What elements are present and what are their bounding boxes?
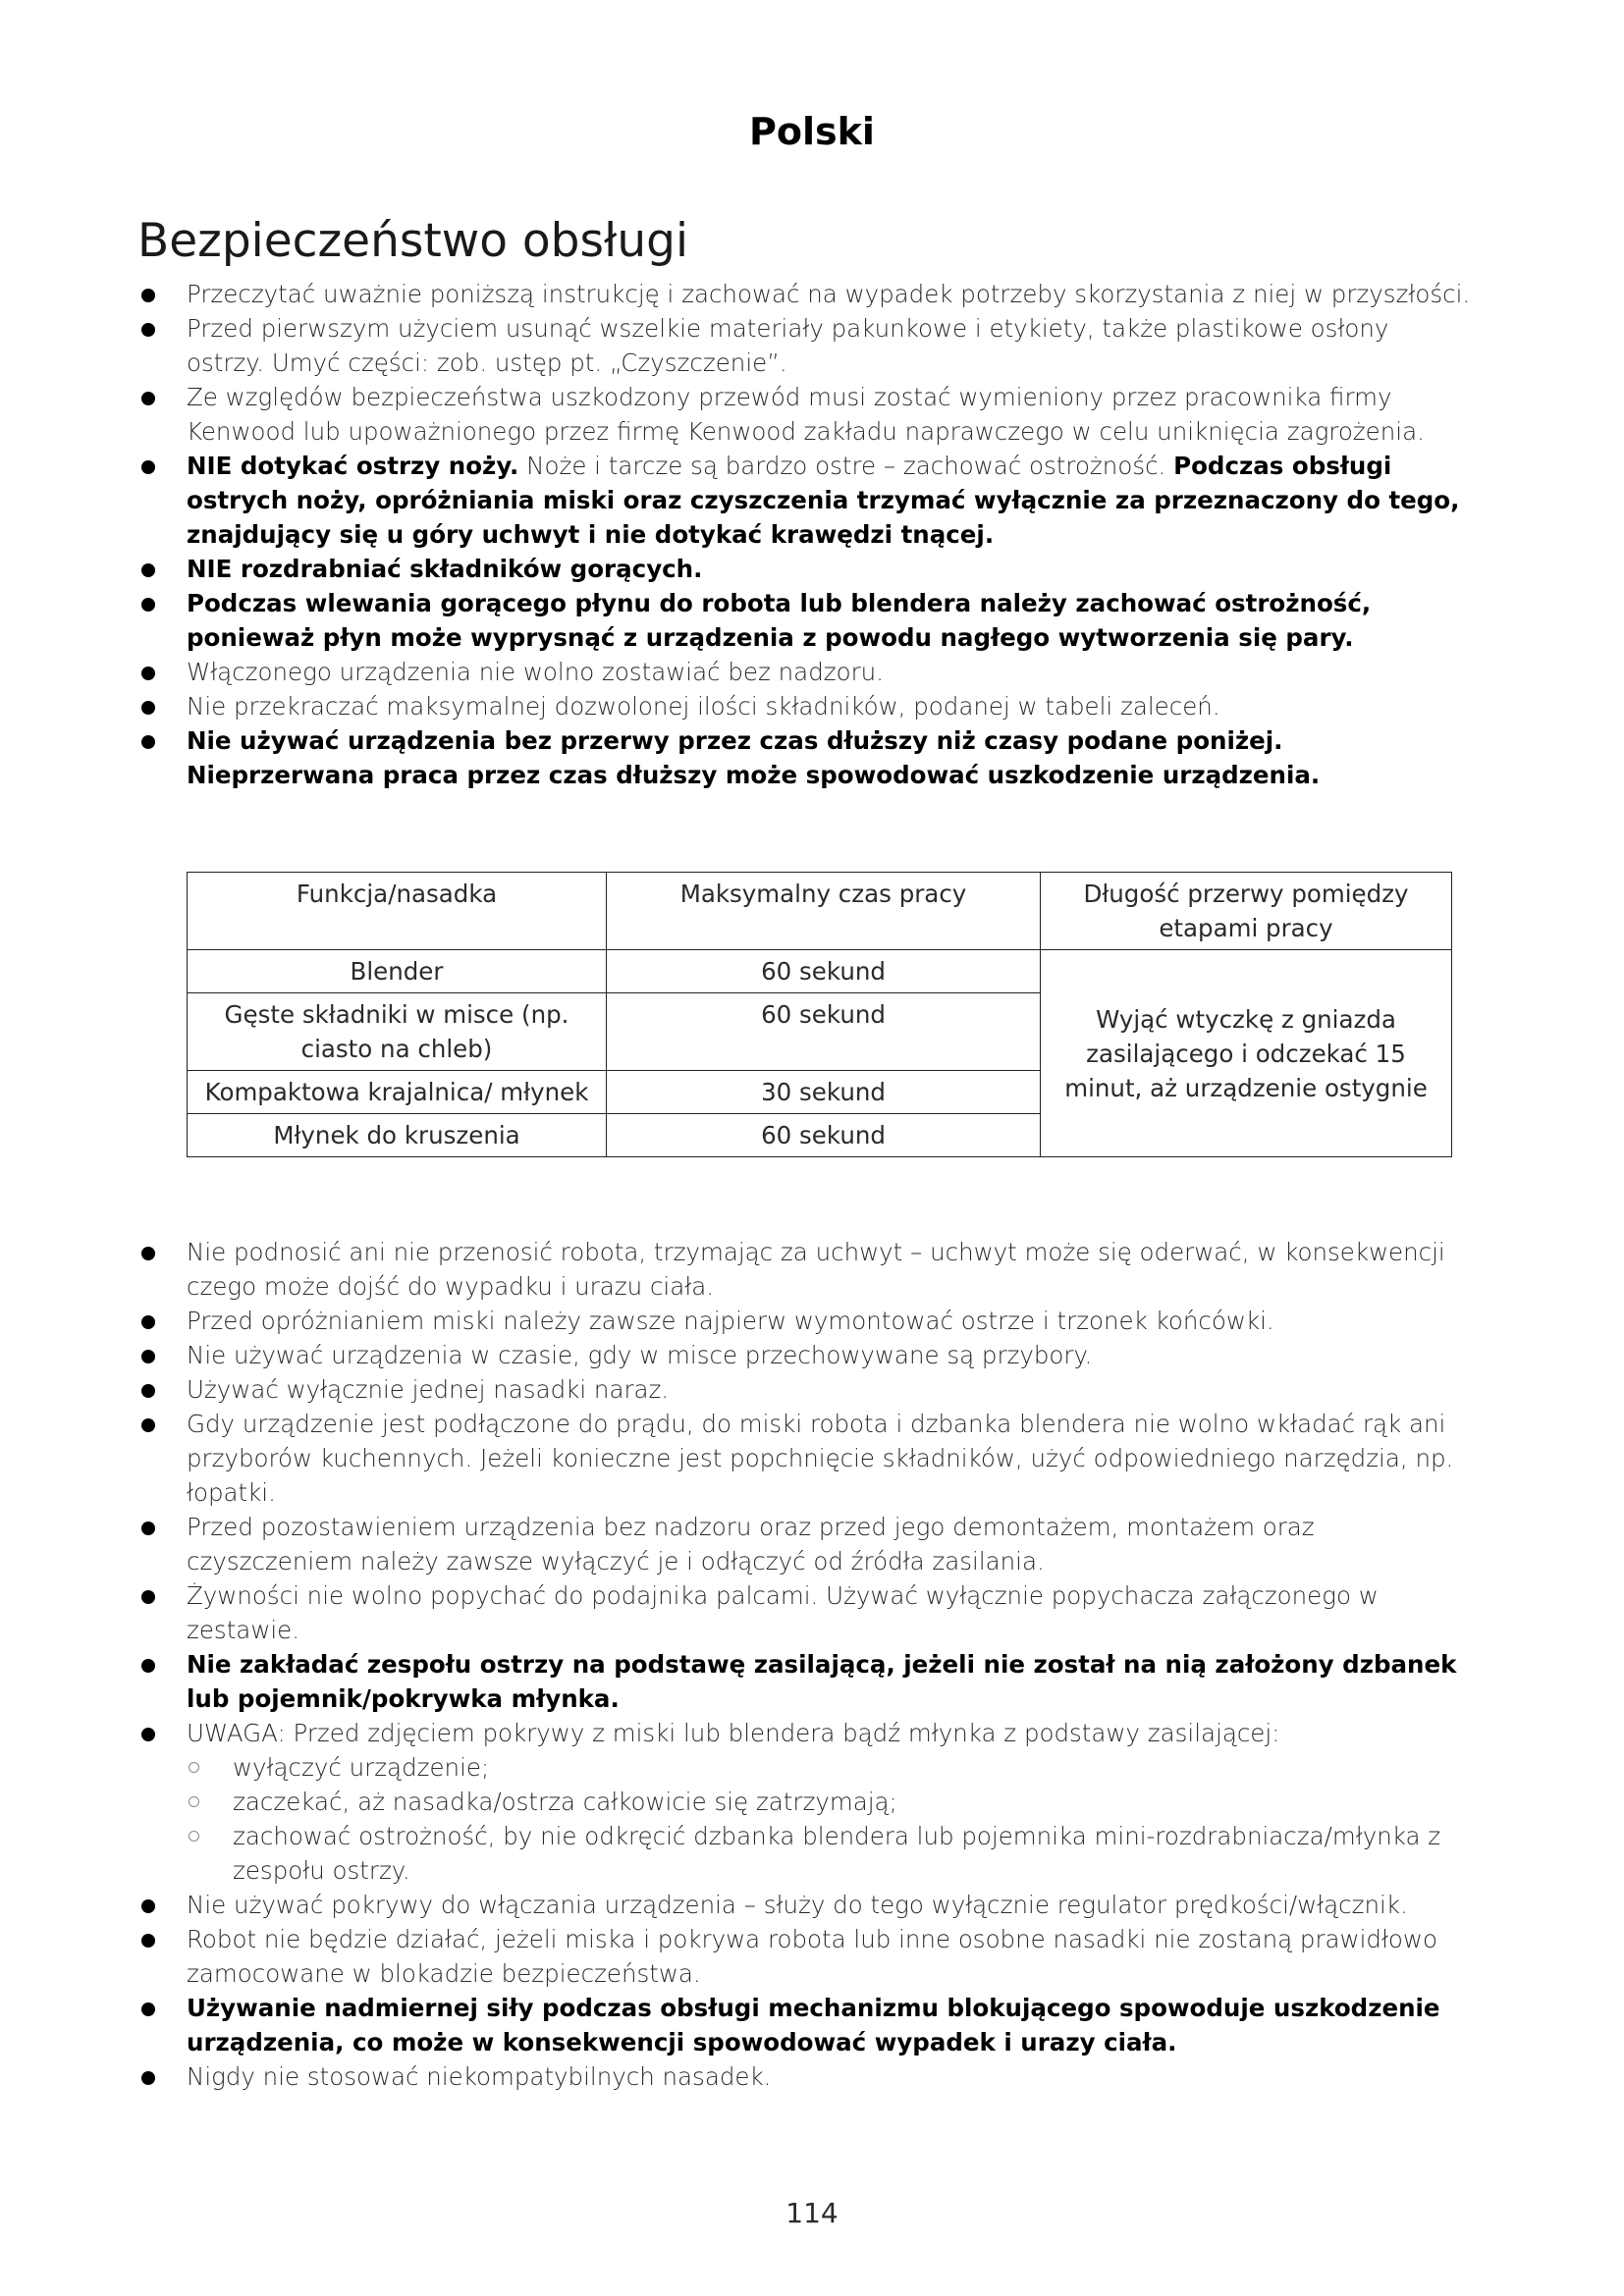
list-item: Nie używać urządzenia w czasie, gdy w misce przechowywane są przybory. <box>137 1338 1473 1372</box>
list-item: NIE rozdrabniać składników gorących. <box>137 552 1473 586</box>
table-cell-function: Blender <box>188 950 607 993</box>
list-item-text: UWAGA: Przed zdjęciem pokrywy z miski lub blendera bądź młynka z podstawy zasilającej: <box>187 1719 1280 1747</box>
list-item: Żywności nie wolno popychać do podajnika palcami. Używać wyłącznie popychacza załączonego w zestawie. <box>137 1578 1473 1647</box>
list-item: Nie podnosić ani nie przenosić robota, trzymając za uchwyt – uchwyt może się oderwać, w konsekwencji czego może dojść do wypadku i urazu ciała. <box>137 1235 1473 1304</box>
table-cell-time: 60 sekund <box>607 1114 1041 1157</box>
list-item: Włączonego urządzenia nie wolno zostawiać bez nadzoru. <box>137 655 1473 689</box>
safety-list-2 <box>137 1235 1473 2094</box>
list-item: Gdy urządzenie jest podłączone do prądu, do miski robota i dzbanka blendera nie wolno wkładać rąk ani przyborów kuchennych. Jeżeli konieczne jest popchnięcie składników, użyć odpowiedniego narzędzia, np. łopatki. <box>137 1407 1473 1510</box>
list-item: Nie przekraczać maksymalnej dozwolonej ilości składników, podanej w tabeli zaleceń. <box>137 689 1473 723</box>
safety-list-1 <box>137 277 1473 792</box>
table-cell-function: Gęste składniki w misce (np. ciasto na chleb) <box>188 993 607 1071</box>
list-item: Robot nie będzie działać, jeżeli miska i pokrywa robota lub inne osobne nasadki nie zostaną prawidłowo zamocowane w blokadzie bezpieczeństwa. <box>137 1922 1473 1991</box>
table-header-row <box>188 873 1452 950</box>
sub-list-item: zaczekać, aż nasadka/ostrza całkowicie się zatrzymają; <box>187 1785 1473 1819</box>
table-cell-time: 60 sekund <box>607 993 1041 1071</box>
list-item: Używanie nadmiernej siły podczas obsługi mechanizmu blokującego spowoduje uszkodzenie urządzenia, co może w konsekwencji spowodować wypadek i urazy ciała. <box>137 1991 1473 2059</box>
list-item: Przeczytać uważnie poniższą instrukcję i zachować na wypadek potrzeby skorzystania z niej w przyszłości. <box>137 277 1473 311</box>
list-item: Nie zakładać zespołu ostrzy na podstawę zasilającą, jeżeli nie został na nią założony dzbanek lub pojemnik/pokrywka młynka. <box>137 1647 1473 1716</box>
list-item: Nie używać urządzenia bez przerwy przez czas dłuższy niż czasy podane poniżej. Nieprzerwana praca przez czas dłuższy może spowodować uszkodzenie urządzenia. <box>137 723 1473 792</box>
list-item <box>137 1716 1473 1888</box>
operating-time-table <box>187 872 1452 1157</box>
list-item-text: Noże i tarcze są bardzo ostre – zachować ostrożność. <box>518 452 1174 480</box>
section-heading: Bezpieczeństwo obsługi <box>137 214 689 268</box>
table-cell-rest: Wyjąć wtyczkę z gniazda zasilającego i odczekać 15 minut, aż urządzenie ostygnie <box>1041 950 1452 1157</box>
sub-list-item: zachować ostrożność, by nie odkręcić dzbanka blendera lub pojemnika mini-rozdrabniacza/młynka z zespołu ostrzy. <box>187 1819 1473 1888</box>
list-item <box>137 449 1473 552</box>
list-item: Nigdy nie stosować niekompatybilnych nasadek. <box>137 2059 1473 2094</box>
list-item: Podczas wlewania gorącego płynu do robota lub blendera należy zachować ostrożność, ponieważ płyn może wyprysnąć z urządzenia z powodu nagłego wytworzenia się pary. <box>137 586 1473 655</box>
language-title: Polski <box>749 110 875 153</box>
table-cell-function: Kompaktowa krajalnica/ młynek <box>188 1071 607 1114</box>
table-row <box>188 950 1452 993</box>
table-cell-time: 60 sekund <box>607 950 1041 993</box>
table-header: Długość przerwy pomiędzy etapami pracy <box>1041 873 1452 950</box>
sub-list-item: wyłączyć urządzenie; <box>187 1750 1473 1785</box>
bold-warning: NIE dotykać ostrzy noży. <box>187 452 519 480</box>
list-item: Przed opróżnianiem miski należy zawsze najpierw wymontować ostrze i trzonek końcówki. <box>137 1304 1473 1338</box>
table-header: Maksymalny czas pracy <box>607 873 1041 950</box>
list-item: Nie używać pokrywy do włączania urządzenia – służy do tego wyłącznie regulator prędkości/włącznik. <box>137 1888 1473 1922</box>
list-item: Ze względów bezpieczeństwa uszkodzony przewód musi zostać wymieniony przez pracownika firmy Kenwood lub upoważnionego przez firmę Kenwood zakładu naprawczego w celu uniknięcia zagrożenia. <box>137 380 1473 449</box>
sub-list <box>187 1750 1473 1888</box>
table-header: Funkcja/nasadka <box>188 873 607 950</box>
list-item: Przed pozostawieniem urządzenia bez nadzoru oraz przed jego demontażem, montażem oraz czyszczeniem należy zawsze wyłączyć je i odłączyć od źródła zasilania. <box>137 1510 1473 1578</box>
bold-warning: Podczas obsługi ostrych noży, opróżniania miski oraz czyszczenia trzymać wyłącznie za przeznaczony do tego, znajdujący się u góry uchwyt i nie dotykać krawędzi tnącej. <box>187 452 1460 549</box>
list-item: Używać wyłącznie jednej nasadki naraz. <box>137 1372 1473 1407</box>
list-item: Przed pierwszym użyciem usunąć wszelkie materiały pakunkowe i etykiety, także plastikowe osłony ostrzy. Umyć części: zob. ustęp pt. „Czyszczenie”. <box>137 311 1473 380</box>
table-cell-function: Młynek do kruszenia <box>188 1114 607 1157</box>
table-cell-time: 30 sekund <box>607 1071 1041 1114</box>
page-number: 114 <box>785 2197 839 2229</box>
